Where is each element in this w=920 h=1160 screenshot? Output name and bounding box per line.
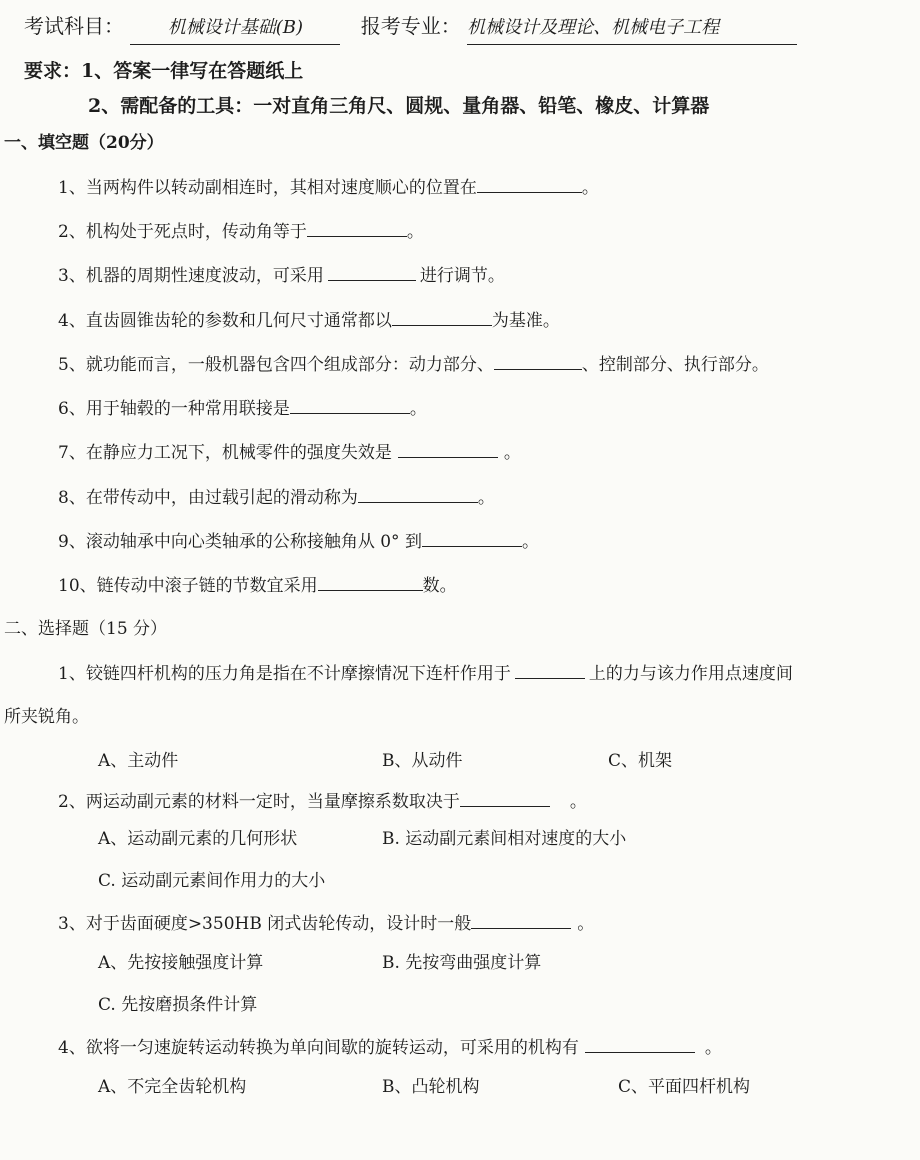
question-text: 3、机器的周期性速度波动，可采用 bbox=[58, 266, 324, 286]
fill-question-9 bbox=[58, 530, 539, 553]
choice-question-2 bbox=[58, 790, 587, 813]
fill-question-4 bbox=[58, 309, 560, 332]
question-text: 9、滚动轴承中向心类轴承的公称接触角从 0° 到 bbox=[58, 532, 422, 552]
answer-blank bbox=[328, 264, 416, 281]
q4-option-b: B、凸轮机构 bbox=[382, 1077, 480, 1097]
major-label: 报考专业： bbox=[360, 14, 461, 38]
question-text-end: 、控制部分、执行部分。 bbox=[581, 355, 769, 375]
fill-question-7 bbox=[58, 441, 521, 464]
q1-option-b: B、从动件 bbox=[382, 751, 463, 771]
answer-blank bbox=[460, 790, 550, 807]
answer-blank bbox=[307, 220, 407, 237]
answer-blank bbox=[515, 662, 585, 679]
requirements-line-1 bbox=[24, 58, 303, 84]
question-text-end: 。 bbox=[704, 1038, 722, 1058]
question-text-end: 。 bbox=[406, 222, 424, 242]
answer-blank bbox=[398, 441, 498, 458]
subject-value: 机械设计基础(B) bbox=[130, 14, 340, 45]
question-text-end: 上的力与该力作用点速度间 bbox=[588, 664, 793, 684]
question-text: 4、欲将一匀速旋转运动转换为单向间歇的旋转运动，可采用的机构有 bbox=[58, 1038, 579, 1058]
question-text-end: 为基准。 bbox=[491, 311, 560, 331]
q3-option-b: B. 先按弯曲强度计算 bbox=[382, 953, 542, 973]
requirements-label: 要求： bbox=[24, 60, 82, 82]
q2-option-b: B. 运动副元素间相对速度的大小 bbox=[382, 829, 627, 849]
exam-header bbox=[24, 12, 797, 45]
choice-question-1-cont: 所夹锐角。 bbox=[4, 707, 89, 727]
question-text-end: 。 bbox=[521, 532, 539, 552]
q2-option-a: A、运动副元素的几何形状 bbox=[98, 829, 298, 849]
fill-question-3 bbox=[58, 264, 505, 287]
question-text: 10、链传动中滚子链的节数宜采用 bbox=[58, 576, 318, 596]
question-text: 1、铰链四杆机构的压力角是指在不计摩擦情况下连杆作用于 bbox=[58, 664, 511, 684]
question-text: 1、当两构件以转动副相连时，其相对速度顺心的位置在 bbox=[58, 178, 477, 198]
question-text: 8、在带传动中，由过载引起的滑动称为 bbox=[58, 488, 358, 508]
requirement-1: 1、答案一律写在答题纸上 bbox=[81, 60, 304, 82]
q1-option-a: A、主动件 bbox=[98, 751, 179, 771]
question-text-end: 。 bbox=[477, 488, 495, 508]
subject-label: 考试科目： bbox=[24, 14, 124, 38]
question-text-end: 进行调节。 bbox=[419, 266, 505, 286]
question-text-end: 。 bbox=[409, 399, 427, 419]
fill-question-1 bbox=[58, 176, 599, 199]
q4-option-a: A、不完全齿轮机构 bbox=[98, 1077, 247, 1097]
choice-question-4 bbox=[58, 1036, 722, 1059]
q2-option-c: C. 运动副元素间作用力的大小 bbox=[98, 871, 326, 891]
question-text: 6、用于轴毂的一种常用联接是 bbox=[58, 399, 290, 419]
answer-blank bbox=[471, 912, 571, 929]
section2-title: 二、选择题（15 分） bbox=[4, 619, 168, 639]
question-text-end: 。 bbox=[503, 443, 521, 463]
answer-blank bbox=[477, 176, 582, 193]
section1-title: 一、填空题（20分） bbox=[4, 133, 164, 153]
major-value: 机械设计及理论、机械电子工程 bbox=[467, 14, 797, 45]
question-text: 4、直齿圆锥齿轮的参数和几何尺寸通常都以 bbox=[58, 311, 392, 331]
question-text: 3、对于齿面硬度>350HB 闭式齿轮传动，设计时一般 bbox=[58, 914, 472, 934]
question-text: 7、在静应力工况下，机械零件的强度失效是 bbox=[58, 443, 392, 463]
fill-question-6 bbox=[58, 397, 427, 420]
question-text: 2、机构处于死点时，传动角等于 bbox=[58, 222, 307, 242]
q3-option-c: C. 先按磨损条件计算 bbox=[98, 995, 258, 1015]
answer-blank bbox=[392, 309, 492, 326]
fill-question-5 bbox=[58, 353, 769, 376]
q1-option-c: C、机架 bbox=[608, 751, 673, 771]
q4-option-c: C、平面四杆机构 bbox=[618, 1077, 751, 1097]
answer-blank bbox=[422, 530, 522, 547]
answer-blank bbox=[585, 1036, 695, 1053]
question-text-end: 。 bbox=[569, 792, 587, 812]
answer-blank bbox=[494, 353, 582, 370]
requirement-2: 2、需配备的工具：一对直角三角尺、圆规、量角器、铅笔、橡皮、计算器 bbox=[88, 95, 710, 117]
answer-blank bbox=[358, 486, 478, 503]
question-text-end: 。 bbox=[581, 178, 599, 198]
question-text-end: 。 bbox=[577, 914, 595, 934]
choice-question-3 bbox=[58, 912, 594, 935]
question-text: 5、就功能而言，一般机器包含四个组成部分：动力部分、 bbox=[58, 355, 494, 375]
question-text: 2、两运动副元素的材料一定时，当量摩擦系数取决于 bbox=[58, 792, 460, 812]
answer-blank bbox=[290, 397, 410, 414]
fill-question-2 bbox=[58, 220, 424, 243]
fill-question-8 bbox=[58, 486, 495, 509]
question-text-end: 数。 bbox=[422, 576, 457, 596]
answer-blank bbox=[318, 574, 423, 591]
q3-option-a: A、先按接触强度计算 bbox=[98, 953, 264, 973]
choice-question-1 bbox=[58, 662, 793, 685]
fill-question-10 bbox=[58, 574, 457, 597]
